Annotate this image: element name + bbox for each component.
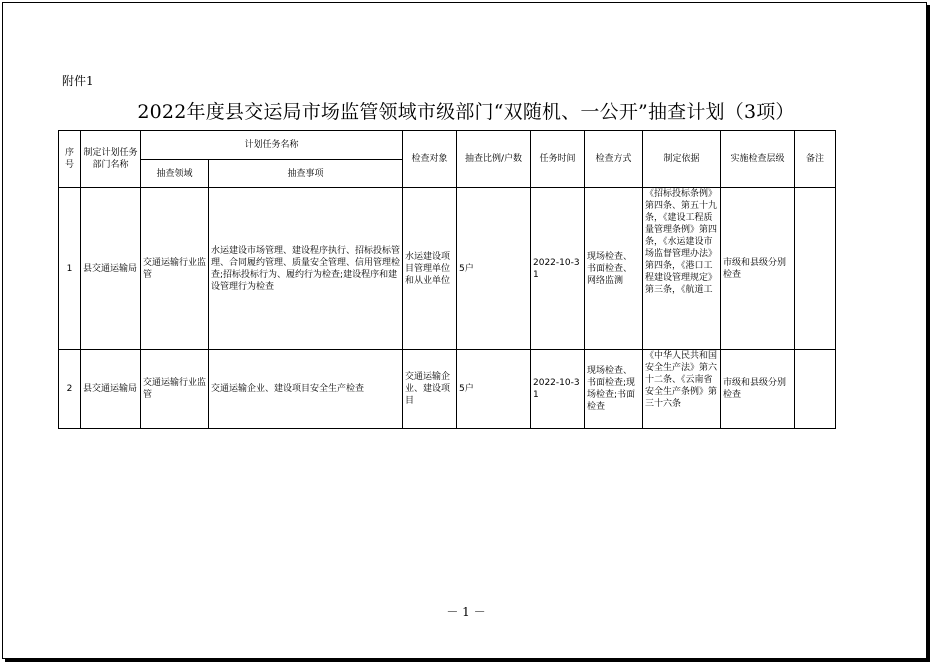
row-target: 水运建设项目管理单位和从业单位 xyxy=(403,188,457,350)
page-number: － 1 － xyxy=(446,605,486,619)
row-target: 交通运输企业、建设项目 xyxy=(403,350,457,429)
row-items: 交通运输企业、建设项目安全生产检查 xyxy=(209,350,403,429)
row-seq: 1 xyxy=(59,188,81,350)
row-level: 市级和县级分别检查 xyxy=(721,350,795,429)
row-method: 现场检查、书面检查、网络监测 xyxy=(585,188,643,350)
row-ratio: 5户 xyxy=(457,350,531,429)
row-time: 2022-10-31 xyxy=(531,188,585,350)
header-dept: 制定计划任务部门名称 xyxy=(81,131,141,188)
inspection-plan-table xyxy=(58,130,836,429)
row-seq: 2 xyxy=(59,350,81,429)
header-items: 抽查事项 xyxy=(209,160,403,188)
header-method: 检查方式 xyxy=(585,131,643,188)
row-ratio: 5户 xyxy=(457,188,531,350)
document-title: 2022年度县交运局市场监管领域市级部门“双随机、一公开”抽查计划（3项） xyxy=(137,101,795,123)
row-dept: 县交通运输局 xyxy=(81,188,141,350)
row-remark xyxy=(795,188,836,350)
attachment-label: 附件1 xyxy=(62,74,94,88)
header-level: 实施检查层级 xyxy=(721,131,795,188)
row-level: 市级和县级分别检查 xyxy=(721,188,795,350)
row-items: 水运建设市场管理、建设程序执行、招标投标管理、合同履约管理、质量安全管理、信用管理检查;招标投标行为、履约行为检查;建设程序和建设管理行为检查 xyxy=(209,188,403,350)
table-row xyxy=(59,350,836,429)
header-time: 任务时间 xyxy=(531,131,585,188)
header-seq: 序号 xyxy=(59,131,81,188)
row-remark xyxy=(795,350,836,429)
header-remark: 备注 xyxy=(795,131,836,188)
header-target: 检查对象 xyxy=(403,131,457,188)
row-method: 现场检查、书面检查;现场检查;书面检查 xyxy=(585,350,643,429)
row-field: 交通运输行业监管 xyxy=(141,350,209,429)
row-field: 交通运输行业监管 xyxy=(141,188,209,350)
header-task-group: 计划任务名称 xyxy=(141,131,403,160)
row-dept: 县交通运输局 xyxy=(81,350,141,429)
header-field: 抽查领域 xyxy=(141,160,209,188)
row-time: 2022-10-31 xyxy=(531,350,585,429)
header-basis: 制定依据 xyxy=(643,131,721,188)
row-basis: 《中华人民共和国安全生产法》第六十二条、《云南省安全生产条例》第三十六条 xyxy=(645,351,718,409)
row-basis: 《招标投标条例》第四条、第五十九条，《建设工程质量管理条例》第四条，《水运建设市场监督管理办法》第四条，《港口工程建设管理规定》第三条，《航道工 xyxy=(645,189,718,295)
table-row xyxy=(59,188,836,350)
header-ratio: 抽查比例/户数 xyxy=(457,131,531,188)
